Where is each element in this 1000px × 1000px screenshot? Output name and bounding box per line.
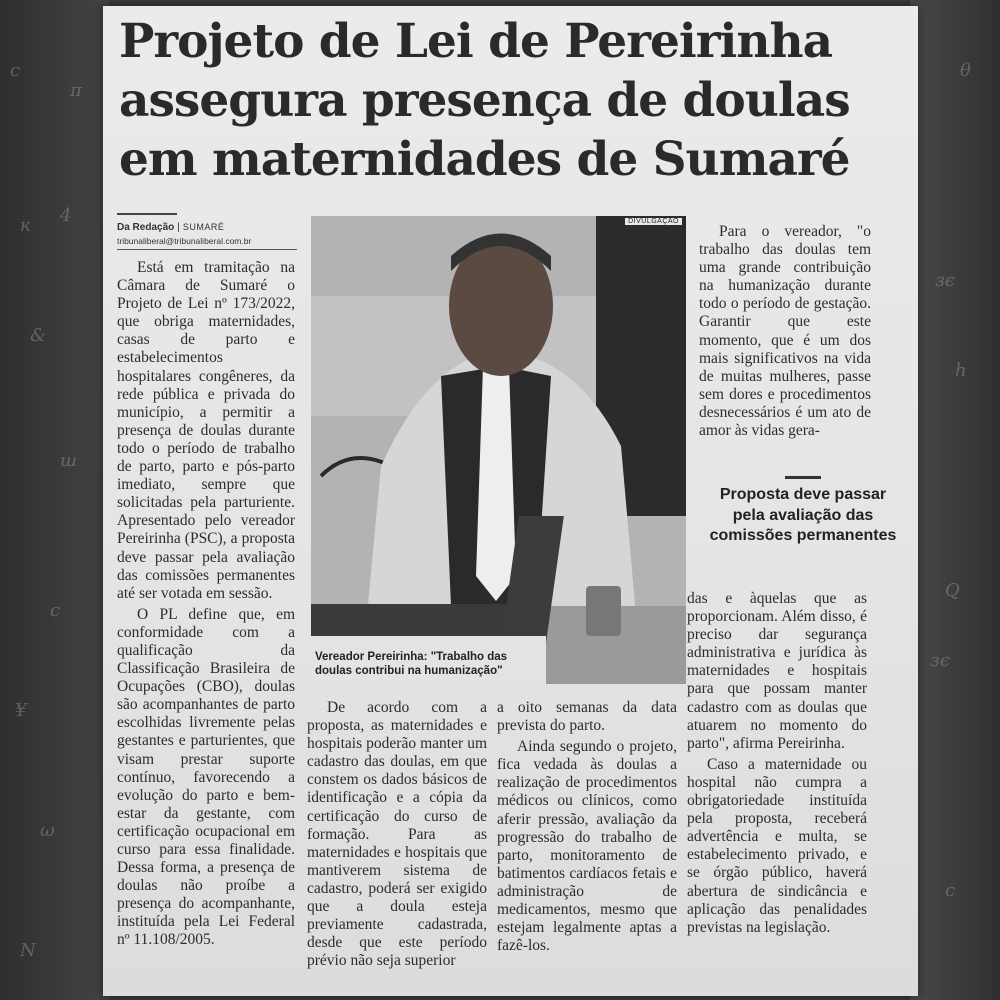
paragraph: Para o vereador, "o trabalho das doulas tem uma grande contribuição na humanização durante todo o período de gestação. Garantir que este momento, que é um dos mais significativos na vida de muitas mulheres, passe sem dores e procedimentos desnecessários é um ato de amor às vidas gera- [699, 223, 871, 440]
paragraph: Está em tramitação na Câmara de Sumaré o Projeto de Lei nº 173/2022, que obriga maternidades, casas de parto e estabelecimentos hospitalares congêneres, da rede pública e privada do município, a permitir a presença de doulas durante todo o período de trabalho de parto, parto e pós-parto imediato, sempre que solicitadas pela parturiente. Apresentado pelo vereador Pereirinha (PSC), a proposta deve passar pela avaliação das comissões permanentes até ser votada em sessão. [117, 259, 295, 602]
decor-glyph: & [30, 325, 47, 346]
background-right [910, 0, 1000, 1000]
byline-rule [117, 249, 297, 250]
decor-glyph: зє [930, 650, 950, 671]
decor-glyph: ĸ [20, 215, 31, 236]
decor-glyph: h [955, 360, 967, 381]
article-column-1 [117, 259, 295, 953]
photo-credit: DIVULGAÇÃO [625, 218, 682, 225]
decor-glyph: π [70, 80, 82, 101]
paragraph: O PL define que, em conformidade com a qualificação da Classificação Brasileira de Ocupações (CBO), doulas são acompanhantes de parto escolhidas livremente pelas gestantes e parturientes, que visam prestar suporte contínuo, favorecendo a evolução do parto e bem-estar da gestante, com certificação ocupacional em curso para essa finalidade. Dessa forma, a presença de doulas não proíbe a presença do acompanhante, instituída pela Lei Federal nº 11.108/2005. [117, 605, 295, 949]
decor-glyph: c [50, 600, 61, 621]
paragraph: das e àquelas que as proporcionam. Além disso, é preciso dar segurança administrativa e jurídica às maternidades e hospitais para que possam manter cadastro com as doulas que atuarem no momento do parto", afirma Pereirinha. [687, 590, 867, 752]
article-photo [311, 216, 686, 684]
paragraph: De acordo com a proposta, as maternidades e hospitais poderão manter um cadastro das doulas, em que constem os dados básicos de identificação e a cópia da certificação do curso de formação. Para as maternidades e hospitais que mantiverem sistema de cadastro, poderá ser exigido que a doula esteja previamente cadastrada, desde que este período prévio não seja superior [307, 699, 487, 970]
article-column-3 [497, 699, 677, 958]
headline-line: assegura presença de doulas [119, 73, 850, 128]
paragraph: Ainda segundo o projeto, fica vedada às doulas a realização de procedimentos médicos ou clínicos, como aferir pressão, avaliação da progressão do trabalho de parto, monitoramento de batimentos cardíacos fetais e administração de medicamentos, mesmo que estejam legalmente aptas a fazê-los. [497, 738, 677, 955]
byline [117, 213, 302, 250]
headline [119, 12, 899, 189]
decor-glyph: Q [945, 580, 960, 601]
decor-glyph: c [10, 60, 21, 81]
article-column-4-bottom [687, 590, 867, 940]
photo-caption: Vereador Pereirinha: "Trabalho das doulas contribui na humanização" [315, 651, 508, 677]
newspaper-clipping [103, 6, 918, 996]
article-column-2 [307, 699, 487, 973]
pull-quote-rule [785, 476, 821, 479]
decor-glyph: c [945, 880, 956, 901]
decor-glyph: ш [60, 450, 78, 471]
background-left [0, 0, 110, 1000]
decor-glyph: N [20, 940, 36, 961]
byline-author: Da Redação [117, 222, 175, 233]
byline-email: tribunaliberal@tribunaliberal.com.br [117, 236, 252, 246]
headline-line: Projeto de Lei de Pereirinha [119, 14, 833, 69]
byline-separator: | [177, 222, 180, 233]
decor-glyph: ¥ [15, 700, 27, 721]
byline-rule [117, 213, 177, 215]
decor-glyph: зє [935, 270, 955, 291]
decor-glyph: θ [960, 60, 971, 81]
headline-line: em maternidades de Sumaré [119, 132, 850, 187]
paragraph: a oito semanas da data prevista do parto. [497, 699, 677, 735]
pull-quote [703, 476, 903, 547]
article-column-4-top [699, 223, 871, 443]
decor-glyph: ω [40, 820, 55, 841]
pull-quote-text: Proposta deve passar pela avaliação das comissões permanentes [709, 486, 897, 544]
paragraph: Caso a maternidade ou hospital não cumpra a obrigatoriedade instituída pela proposta, receberá advertência e multa, se estabelecimento privado, e se órgão público, haverá abertura de sindicância e aplicação das penalidades previstas na legislação. [687, 755, 867, 936]
decor-glyph: 4 [60, 205, 72, 226]
byline-section: SUMARÉ [182, 222, 225, 232]
photo-illustration [311, 216, 686, 684]
